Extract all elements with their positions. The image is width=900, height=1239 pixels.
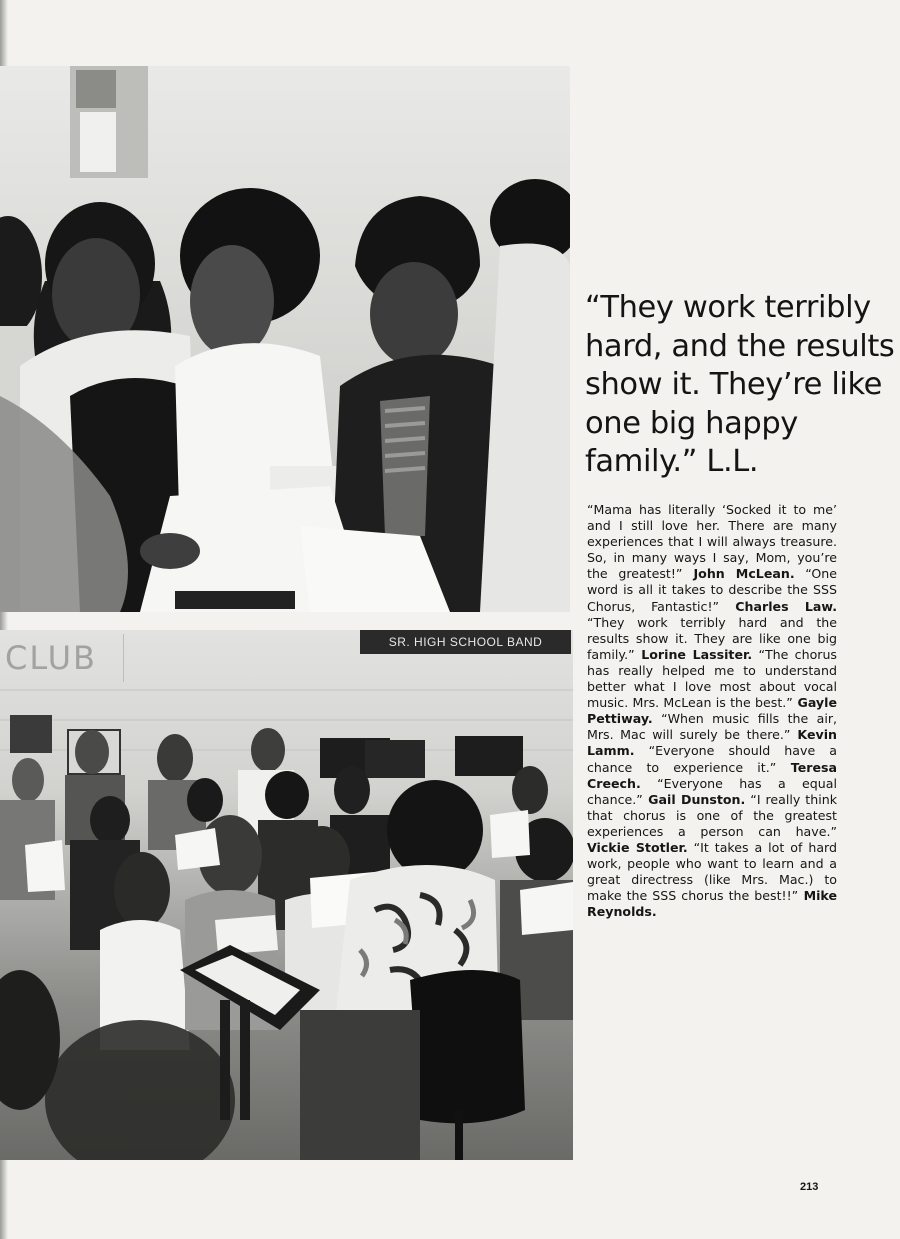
quote-text: “Everyone has a equal chance.”	[587, 775, 837, 807]
page-number: 213	[800, 1181, 819, 1193]
quote-text: “When music fills the air, Mrs. Mac will surely be there.”	[587, 711, 837, 743]
photo-bottom-illustration	[0, 630, 573, 1160]
photo-bottom-rehearsal	[0, 630, 573, 1160]
band-sign: SR. HIGH SCHOOL BAND	[360, 630, 571, 654]
club-sign: CLUB	[5, 634, 124, 682]
quote-text: “They work terribly hard and the results show it. They are like one big family.”	[587, 614, 837, 662]
quote-text: “One word is all it takes to describe the SSS Chorus, Fantastic!”	[587, 566, 837, 614]
quote-author: Kevin Lamm.	[587, 727, 837, 759]
photo-top-illustration	[0, 66, 570, 612]
photo-top-students	[0, 66, 570, 612]
quote-text: “I really think that chorus is one of the greatest experiences a person can have.”	[587, 791, 837, 839]
body-text	[587, 502, 837, 920]
quote-text: “Everyone should have a chance to experience it.”	[587, 743, 837, 775]
quote-author: John McLean.	[682, 566, 795, 582]
quote-author: Vickie Stotler.	[587, 839, 688, 855]
quote-text: “Mama has literally ‘Socked it to me’ and I still love her. There are many experiences that I will always treasure. So, in many ways I say, Mom, you’re the greatest!”	[587, 502, 837, 582]
quote-author: Teresa Creech.	[587, 759, 837, 791]
quote-author: Lorine Lassiter.	[634, 646, 753, 662]
quote-author: Charles Law.	[719, 598, 837, 614]
quote-author: Gail Dunston.	[642, 791, 746, 807]
quote-text: “The chorus has really helped me to understand better what I love most about vocal music. Mrs. McLean is the best.”	[587, 646, 837, 711]
quote-author: Mike Reynolds.	[587, 888, 837, 920]
quote-author: Gayle Pettiway.	[587, 695, 837, 727]
pull-quote: “They work terribly hard, and the results show it. They’re like one big happy family.” L.L.	[585, 290, 895, 479]
quote-text: “It takes a lot of hard work, people who want to learn and a great directress (like Mrs. Mac.) to make the SSS chorus the best!!”	[587, 839, 837, 904]
